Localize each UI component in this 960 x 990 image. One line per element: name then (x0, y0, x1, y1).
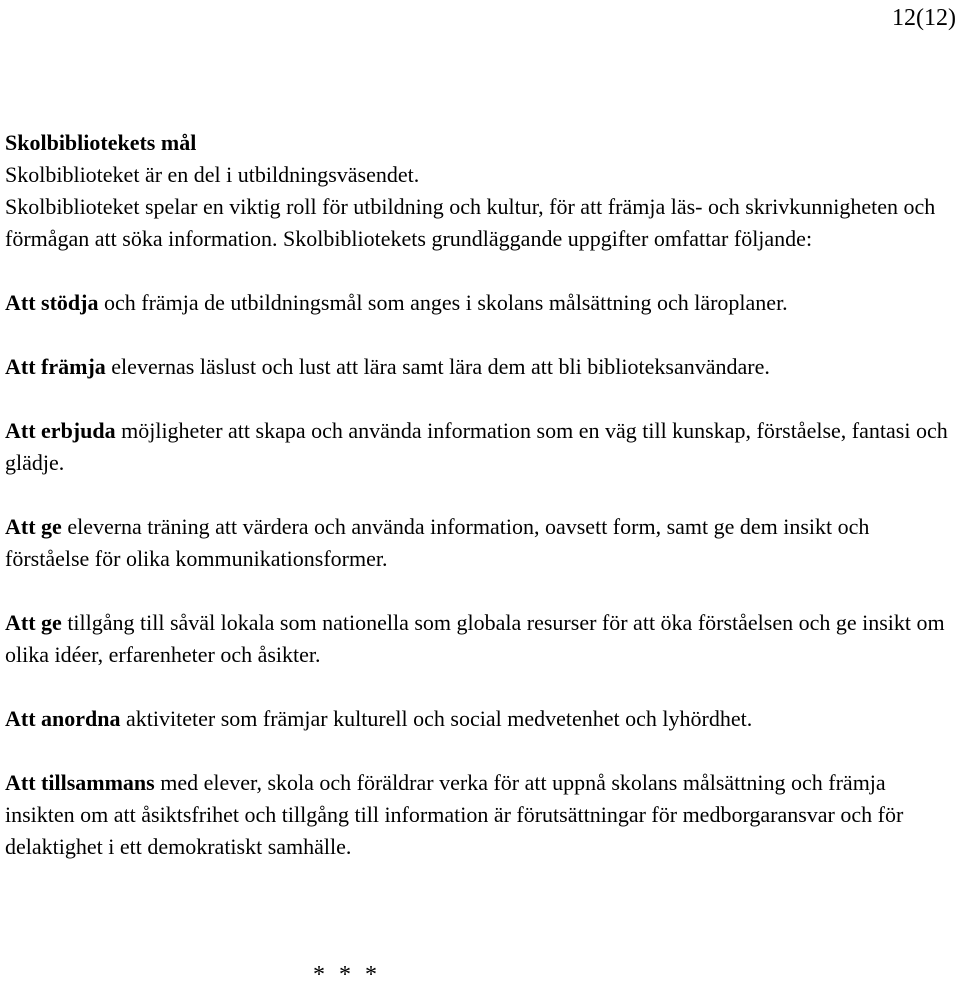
goal-lead: Att ge (5, 610, 62, 635)
goal-item (5, 703, 955, 735)
goal-item (5, 287, 955, 319)
goal-text: aktiviteter som främjar kulturell och social medvetenhet och lyhördhet. (120, 706, 753, 731)
goal-item (5, 607, 955, 671)
intro-line-1: Skolbiblioteket är en del i utbildningsväsendet. (5, 162, 420, 187)
goal-text: med elever, skola och föräldrar verka för att uppnå skolans målsättning och främja insikten om att åsiktsfrihet och tillgång till information är förutsättningar för medborgaransvar och för delaktighet i ett demokratiskt samhälle. (5, 770, 904, 859)
goal-item (5, 767, 955, 863)
goal-text: möjligheter att skapa och använda information som en väg till kunskap, förståelse, fantasi och glädje. (5, 418, 948, 475)
goal-lead: Att ge (5, 514, 62, 539)
document-body (5, 127, 955, 863)
end-marker: * * * (313, 962, 381, 988)
page-number: 12(12) (892, 5, 956, 31)
goal-item (5, 351, 955, 383)
intro-paragraph: Skolbiblioteket spelar en viktig roll för utbildning och kultur, för att främja läs- och skrivkunnigheten och förmågan att söka information. Skolbibliotekets grundläggande uppgifter omfattar följande: (5, 194, 936, 251)
goal-text: och främja de utbildningsmål som anges i skolans målsättning och läroplaner. (98, 290, 788, 315)
goal-lead: Att anordna (5, 706, 121, 731)
goal-text: elevernas läslust och lust att lära samt lära dem att bli biblioteksanvändare. (105, 354, 770, 379)
goal-item (5, 415, 955, 479)
goal-lead: Att stödja (5, 290, 99, 315)
goal-text: eleverna träning att värdera och använda information, oavsett form, samt ge dem insikt och förståelse för olika kommunikationsformer. (5, 514, 870, 571)
section-heading: Skolbibliotekets mål (5, 130, 197, 155)
goal-lead: Att erbjuda (5, 418, 116, 443)
goal-lead: Att främja (5, 354, 106, 379)
goal-item (5, 511, 955, 575)
goal-text: tillgång till såväl lokala som nationella som globala resurser för att öka förståelsen och ge insikt om olika idéer, erfarenheter och åsikter. (5, 610, 945, 667)
goal-lead: Att tillsammans (5, 770, 155, 795)
